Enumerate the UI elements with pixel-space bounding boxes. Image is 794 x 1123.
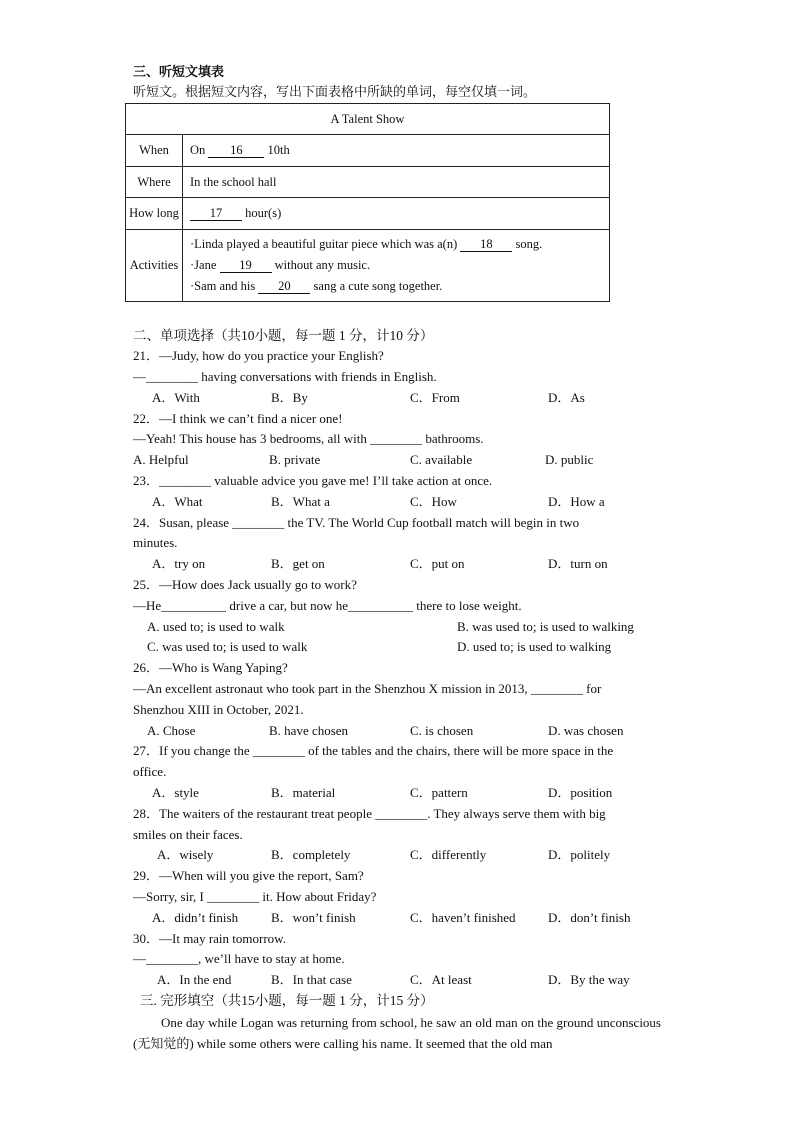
question-line: 29．—When will you give the report, Sam? (133, 868, 364, 883)
when-label: When (126, 135, 183, 167)
option-d: D. public (545, 452, 594, 467)
listening-instruction: 听短文。根据短文内容，写出下面表格中所缺的单词，每空仅填一词。 (133, 84, 537, 99)
option-b: B. private (269, 452, 321, 467)
option-b: B. have chosen (269, 723, 349, 738)
question-line: 21．—Judy, how do you practice your English? (133, 348, 384, 363)
question-line: —________ having conversations with friends in English. (133, 369, 437, 384)
question-line: 30．—It may rain tomorrow. (133, 931, 286, 946)
option-c: C．haven’t finished (410, 910, 516, 925)
option-c: C．From (410, 390, 460, 405)
option-c: C．How (410, 494, 457, 509)
option-a: A. Chose (147, 723, 196, 738)
question-line: —An excellent astronaut who took part in the Shenzhou X mission in 2013, ________ for (133, 681, 602, 696)
option-c: C．differently (410, 847, 487, 862)
option-d: D．turn on (548, 556, 608, 571)
option-a: A. used to; is used to walk (147, 619, 285, 634)
option-b: B．In that case (271, 972, 352, 987)
option-a: A．What (152, 494, 203, 509)
blank-19: 19 (220, 258, 272, 273)
option-c: C. available (410, 452, 473, 467)
option-b: B．What a (271, 494, 330, 509)
option-b: B. was used to; is used to walking (457, 619, 634, 634)
option-b: B．material (271, 785, 336, 800)
question-line: 24．Susan, please ________ the TV. The World Cup football match will begin in two (133, 515, 580, 530)
option-d: D．politely (548, 847, 611, 862)
question-line: —Yeah! This house has 3 bedrooms, all with ________ bathrooms. (133, 431, 484, 446)
question-line: 23．________ valuable advice you gave me! I’ll take action at once. (133, 473, 493, 488)
option-d: D．As (548, 390, 585, 405)
blank-16: 16 (208, 143, 264, 158)
blank-20: 20 (258, 279, 310, 294)
option-c: C. was used to; is used to walk (147, 639, 308, 654)
question-line: 26．—Who is Wang Yaping? (133, 660, 288, 675)
where-label: Where (126, 167, 183, 198)
how-long-label: How long (126, 198, 183, 230)
activities-label: Activities (126, 230, 183, 302)
table-title: A Talent Show (126, 104, 610, 135)
option-b: B．get on (271, 556, 325, 571)
option-d: D．don’t finish (548, 910, 631, 925)
option-a: A．In the end (157, 972, 232, 987)
option-c: C．At least (410, 972, 472, 987)
question-line: 28．The waiters of the restaurant treat people ________. They always serve them with big (133, 806, 606, 821)
option-a: A．With (152, 390, 200, 405)
cloze-paragraph: One day while Logan was returning from school, he saw an old man on the ground unconscious (无知觉的) while some others were calling his name. It seemed that the old man (133, 1015, 661, 1051)
option-d: D. was chosen (548, 723, 624, 738)
option-b: B．By (271, 390, 308, 405)
option-a: A. Helpful (133, 452, 189, 467)
listening-heading: 三、听短文填表 (133, 64, 225, 79)
option-d: D. used to; is used to walking (457, 639, 612, 654)
option-d: D．position (548, 785, 613, 800)
question-line: —Sorry, sir, I ________ it. How about Friday? (133, 889, 377, 904)
question-line: 22．—I think we can’t find a nicer one! (133, 411, 343, 426)
option-c: C. is chosen (410, 723, 474, 738)
question-line: Shenzhou XIII in October, 2021. (133, 702, 304, 717)
question-line: —________, we’ll have to stay at home. (133, 951, 345, 966)
cloze-heading: 三. 完形填空（共15小题，每一题 1 分，计15 分） (140, 993, 434, 1008)
option-c: C．pattern (410, 785, 468, 800)
blank-18: 18 (460, 237, 512, 252)
option-b: B．completely (271, 847, 351, 862)
option-a: A．didn’t finish (152, 910, 239, 925)
when-value: On 16 10th (183, 135, 610, 167)
option-a: A．try on (152, 556, 206, 571)
activity-3: ·Sam and his 20 sang a cute song together. (190, 279, 443, 293)
question-line: 27．If you change the ________ of the tables and the chairs, there will be more space in the (133, 743, 614, 758)
option-a: A．wisely (157, 847, 214, 862)
option-b: B．won’t finish (271, 910, 356, 925)
activities-value (183, 230, 610, 302)
question-line: smiles on their faces. (133, 827, 243, 842)
choice-heading: 二、单项选择（共10小题，每一题 1 分，计10 分） (133, 328, 434, 343)
option-c: C．put on (410, 556, 465, 571)
option-d: D．By the way (548, 972, 630, 987)
activity-1: ·Linda played a beautiful guitar piece which was a(n) 18 song. (190, 237, 543, 251)
question-line: —He__________ drive a car, but now he__________ there to lose weight. (133, 598, 522, 613)
question-line: minutes. (133, 535, 178, 550)
where-value: In the school hall (183, 167, 610, 198)
blank-17: 17 (190, 206, 242, 221)
question-line: office. (133, 764, 167, 779)
option-a: A．style (152, 785, 199, 800)
question-line: 25．—How does Jack usually go to work? (133, 577, 357, 592)
activity-2: ·Jane 19 without any music. (190, 258, 371, 272)
how-long-value: 17 hour(s) (183, 198, 610, 230)
talent-show-table (125, 103, 610, 302)
option-d: D．How a (548, 494, 605, 509)
